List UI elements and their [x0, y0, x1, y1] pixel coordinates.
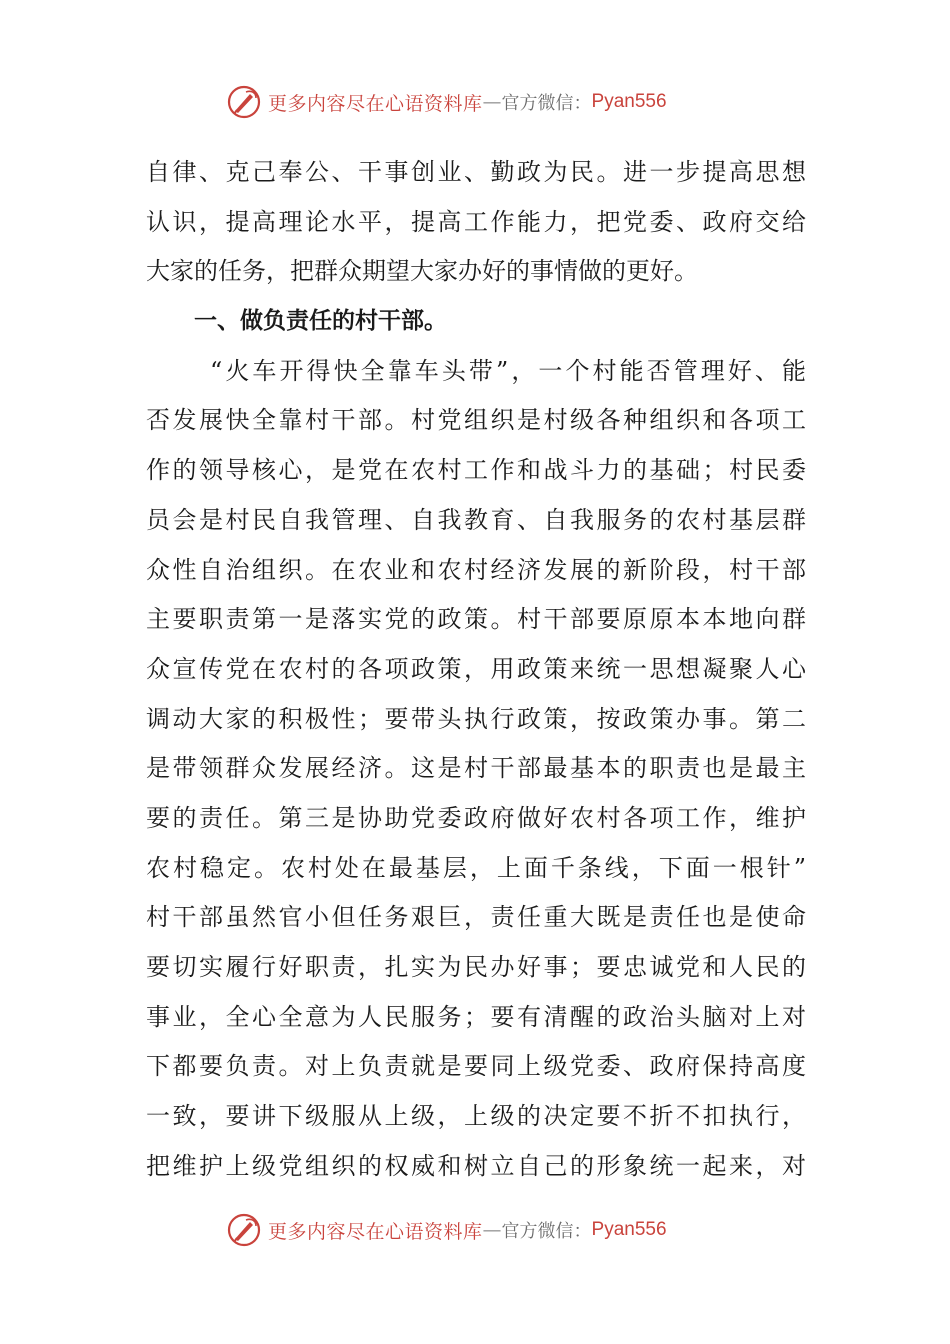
paragraph-line: 调动大家的积极性；要带头执行政策，按政策办事。第二: [146, 704, 806, 733]
banner-wechat-label: 官方微信：: [501, 93, 592, 114]
intro-line: 认识，提高理论水平，提高工作能力，把党委、政府交给: [146, 207, 806, 236]
paragraph-line: 要的责任。第三是协助党委政府做好农村各项工作，维护: [146, 803, 806, 832]
intro-line: 大家的任务，把群众期望大家办好的事情做的更好。: [146, 257, 698, 286]
paragraph-line: 农村稳定。农村处在最基层，上面千条线，下面一根针”: [146, 853, 806, 882]
paragraph-line: 众性自治组织。在农业和农村经济发展的新阶段，村干部: [146, 555, 806, 584]
header-banner: [226, 82, 746, 122]
footer-banner: [226, 1210, 746, 1250]
paragraph-line: 一致，要讲下级服从上级，上级的决定要不折不扣执行，: [146, 1102, 806, 1131]
paragraph-line: 要切实履行好职责，扎实为民办好事；要忠诚党和人民的: [146, 953, 806, 981]
paragraph-line: 是带领群众发展经济。这是村干部最基本的职责也是最主: [146, 754, 806, 783]
paragraph-line: 下都要负责。对上负责就是要同上级党委、政府保持高度: [146, 1052, 806, 1081]
banner-separator: —: [482, 91, 502, 113]
banner-wechat-label: 官方微信：: [501, 1221, 592, 1242]
intro-line: 自律、克己奉公、干事创业、勤政为民。进一步提高思想: [146, 158, 806, 186]
paragraph-line: 众宣传党在农村的各项政策，用政策来统一思想凝聚人心: [146, 654, 806, 683]
banner-brand-text: 更多内容尽在心语资料库: [268, 1220, 483, 1243]
section-heading: 一、做负责任的村干部。: [194, 308, 447, 335]
paragraph-line: 主要职责第一是落实党的政策。村干部要原原本本地向群: [146, 605, 806, 634]
banner-separator: —: [482, 1219, 502, 1241]
paragraph-line: 村干部虽然官小但任务艰巨，责任重大既是责任也是使命: [146, 903, 806, 932]
paragraph-line: “火车开得快全靠车头带”，一个村能否管理好、能: [210, 356, 806, 385]
banner-wechat-id: Pyan556: [591, 1219, 667, 1240]
paragraph-line: 作的领导核心，是党在农村工作和战斗力的基础；村民委: [146, 456, 806, 485]
paragraph-line: 否发展快全靠村干部。村党组织是村级各种组织和各项工: [146, 406, 806, 435]
banner-wechat-id: Pyan556: [591, 91, 667, 112]
quill-logo-icon: [226, 84, 262, 120]
paragraph-line: 事业，全心全意为人民服务；要有清醒的政治头脑对上对: [146, 1002, 806, 1031]
paragraph-line: 把维护上级党组织的权威和树立自己的形象统一起来，对: [146, 1151, 806, 1180]
quill-logo-icon: [226, 1212, 262, 1248]
document-body: [146, 148, 806, 1191]
paragraph-line: 员会是村民自我管理、自我教育、自我服务的农村基层群: [146, 505, 806, 534]
banner-brand-text: 更多内容尽在心语资料库: [268, 92, 483, 115]
